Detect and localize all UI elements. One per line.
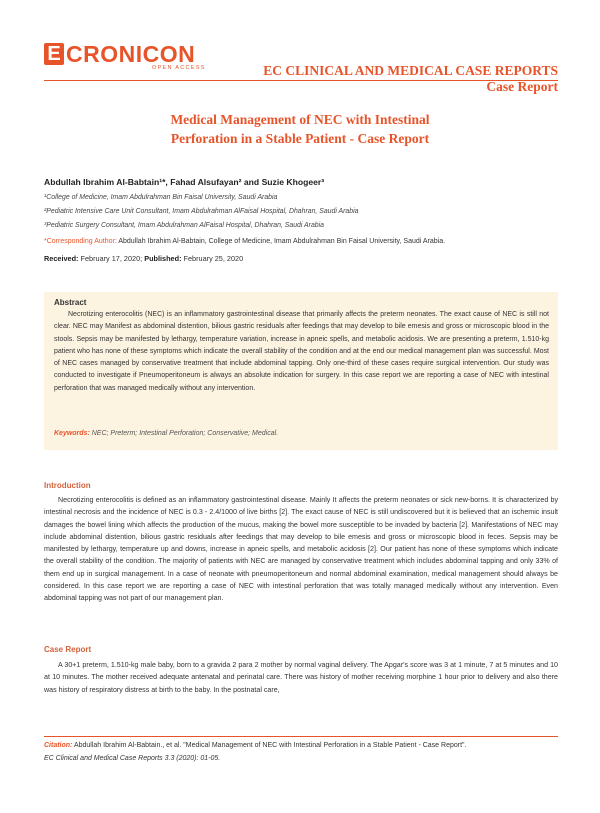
publisher-logo — [44, 41, 206, 71]
published-date: February 25, 2020 — [181, 254, 244, 263]
keywords — [54, 430, 278, 437]
keywords-label: Keywords: — [54, 430, 90, 437]
corresponding-label: *Corresponding Author: — [44, 238, 117, 245]
abstract-box — [44, 292, 558, 450]
case-report-text: A 30+1 preterm, 1.510-kg male baby, born to a gravida 2 para 2 mother by normal vaginal delivery. The Apgar's score was 3 at 1 minute, 7 at 5 minutes and 10 at 10 minutes. The mother received adequate antenatal and perinatal care. There was history of mother receiving morphine 1 hour prior to delivery and also there was history of respiratory distress at birth to the baby. In the postnatal care, — [44, 661, 558, 694]
citation-source: EC Clinical and Medical Case Reports 3.3 (2020): 01-05. — [44, 754, 221, 762]
keywords-text: NEC; Preterm; Intestinal Perforation; Conservative; Medical. — [89, 430, 279, 437]
corresponding-author — [44, 238, 445, 245]
article-type: Case Report — [486, 79, 558, 94]
logo-text: CRONICON — [66, 41, 196, 67]
footer-divider — [44, 736, 558, 737]
received-date: February 17, 2020; — [78, 254, 145, 263]
corresponding-text: Abdullah Ibrahim Al-Babtain, College of Medicine, Imam Abdulrahman Bin Faisal University, Saudi Arabia. — [116, 238, 446, 245]
journal-name: EC CLINICAL AND MEDICAL CASE REPORTS — [263, 63, 558, 78]
abstract-text: Necrotizing enterocolitis (NEC) is an inflammatory gastrointestinal disease that primarily affects the preterm neonates. The exact cause of NEC is still not clear. NEC may Manifest as abdominal distention, bilious gastric residuals after feedings that may develop to bile emesis and gross or microscopic blood in the stools. Sepsis may be manifested by lethargy, temperature variation, increase in apneic spells, and metabolic acidosis. We are presenting a preterm, 1.510-kg patient who has none of these symptoms which indicate the overall stability of the condition and at the end our medical management plan was successful. Most of NEC cases managed by conservative treatment that include abdominal tapping. Only one-third of these cases require surgical intervention. Our study was conducted to investigate if Pneumoperitoneum is always an absolute indication for surgery. In this case report we are reporting a case of NEC with intestinal perforation that was managed medically without any intervention. — [54, 311, 549, 392]
logo-mark: E — [44, 43, 64, 65]
introduction-heading: Introduction — [44, 481, 91, 490]
introduction-text: Necrotizing enterocolitis is defined as an inflammatory gastrointestinal disease. Mainly It affects the preterm neonates or sick new-borns. It is characterized by intestinal necrosis and the incidence of NEC is 0.3 - 2.4/1000 of live births [2]. The exact cause of NEC is still undiscovered but it is believed that an ischemic insult damages the bowel lining which affects the production of the mucus, making the bowel more susceptible to be invaded by bacteria [2]. Manifestations of NEC may include abdominal distention, bilious gastric residuals after feedings that may develop to bile emesis and gross or microscopic blood in feces. Sepsis may be manifested by lethargy, temperature up and downs, increase in apneic spells, and metabolic acidosis [2]. Our patient has none of these symptoms which indicate the overall stability of the condition. The majority of patients with NEC are managed by conservative treatment which includes abdominal tapping and only 33% of them end up in surgical management. In a case of neonate with pneumoperitoneum and normal abdominal examination, medical management should always be considered. In this case report we are reporting a case of NEC with intestinal perforation that was totally managed medically without any intervention. Even abdominal tapping was not part of our management plan. — [44, 496, 558, 603]
citation — [44, 740, 558, 765]
header-divider — [44, 80, 558, 81]
abstract-heading: Abstract — [54, 298, 87, 307]
title-line-1: Medical Management of NEC with Intestinal — [170, 112, 430, 127]
author-list: Abdullah Ibrahim Al-Babtain¹*, Fahad Alsufayan² and Suzie Khogeer³ — [44, 177, 325, 187]
citation-text: Abdullah Ibrahim Al-Babtain., et al. "Medical Management of NEC with Intestinal Perforation in a Stable Patient - Case Report". — [72, 742, 467, 749]
logo-tagline: OPEN ACCESS — [152, 65, 206, 71]
case-report-heading: Case Report — [44, 645, 92, 654]
published-label: Published: — [144, 254, 182, 263]
affiliation-2: ²Pediatric Intensive Care Unit Consultant, Imam Abdulrahman AlFaisal Hospital, Dhahran, Saudi Arabia — [44, 208, 359, 215]
publication-dates — [44, 254, 243, 263]
citation-label: Citation: — [44, 742, 73, 749]
title-line-2: Perforation in a Stable Patient - Case Report — [170, 131, 430, 146]
article-title — [100, 110, 500, 148]
received-label: Received: — [44, 254, 79, 263]
affiliation-1: ¹College of Medicine, Imam Abdulrahman Bin Faisal University, Saudi Arabia — [44, 194, 278, 201]
affiliation-3: ³Pediatric Surgery Consultant, Imam Abdulrahman AlFaisal Hospital, Dhahran, Saudi Arabia — [44, 222, 324, 229]
